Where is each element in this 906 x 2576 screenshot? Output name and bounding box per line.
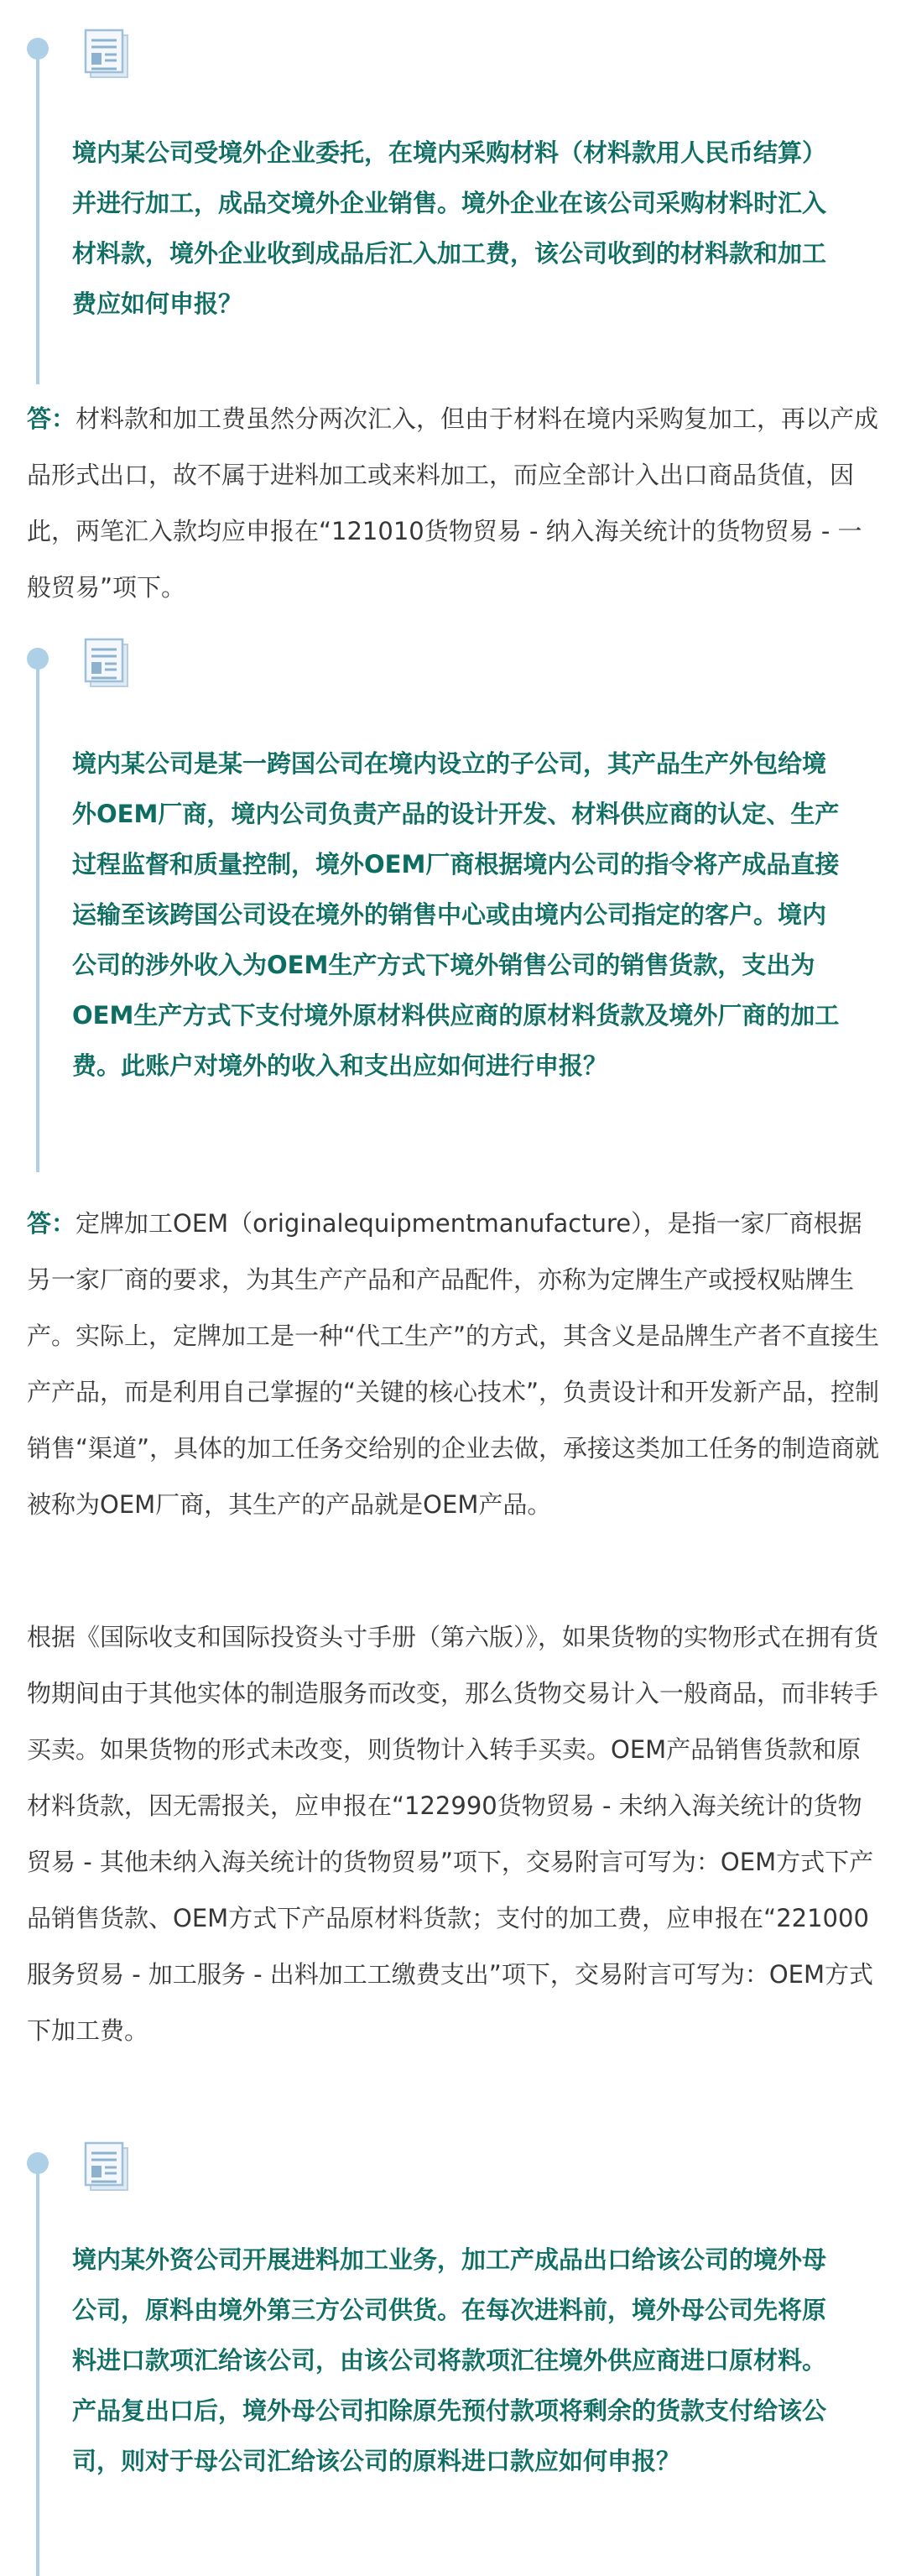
timeline-line bbox=[36, 49, 39, 384]
question-3: 境内某外资公司开展进料加工业务，加工产成品出口给该公司的境外母公司，原料由境外第三方公司供货。在每次进料前，境外母公司先将原料进口款项汇给该公司，由该公司将款项汇往境外供应商进口原材料。产品复出口后，境外母公司扣除原先预付款项将剩余的货款支付给该公司，则对于母公司汇给该公司的原料进口款应如何申报？ bbox=[72, 2245, 827, 2475]
answer-2-text: 定牌加工OEM（originalequipmentmanufacture），是指一家厂商根据另一家厂商的要求，为其生产产品和产品配件，亦称为定牌生产或授权贴牌生产。实际上，定牌加工是一种“代工生产”的方式，其含义是品牌生产者不直接生产产品，而是利用自己掌握的“关键的核心技术”，负责设计和开发新产品，控制销售“渠道”，具体的加工任务交给别的企业去做，承接这类加工任务的制造商就被称为OEM厂商，其生产的产品就是OEM产品。 bbox=[27, 1209, 880, 1519]
timeline-dot bbox=[27, 38, 49, 60]
document-icon bbox=[82, 2140, 133, 2193]
answer-1-text: 材料款和加工费虽然分两次汇入，但由于材料在境内采购复加工，再以产成品形式出口，故不属于进料加工或来料加工，而应全部计入出口商品货值，因此，两笔汇入款均应申报在“121010货物贸易 - 纳入海关统计的货物贸易 - 一般贸易”项下。 bbox=[27, 404, 879, 602]
answer-label: 答： bbox=[27, 1209, 76, 1238]
answer-label: 答： bbox=[27, 404, 76, 433]
question-1: 境内某公司受境外企业委托，在境内采购材料（材料款用人民币结算）并进行加工，成品交境外企业销售。境外企业在该公司采购材料时汇入材料款，境外企业收到成品后汇入加工费，该公司收到的材料款和加工费应如何申报？ bbox=[72, 138, 827, 318]
question-2: 境内某公司是某一跨国公司在境内设立的子公司，其产品生产外包给境外OEM厂商，境内公司负责产品的设计开发、材料供应商的认定、生产过程监督和质量控制，境外OEM厂商根据境内公司的指令将产成品直接运输至该跨国公司设在境外的销售中心或由境内公司指定的客户。境内公司的涉外收入为OEM生产方式下境外销售公司的销售货款，支出为OEM生产方式下支付境外原材料供应商的原材料货款及境外厂商的加工费。此账户对境外的收入和支出应如何进行申报？ bbox=[72, 749, 840, 1080]
timeline-dot bbox=[27, 2152, 49, 2174]
timeline-line bbox=[36, 2173, 39, 2576]
answer-2-continued: 根据《国际收支和国际投资头寸手册（第六版）》，如果货物的实物形式在拥有货物期间由于其他实体的制造服务而改变，那么货物交易计入一般商品，而非转手买卖。如果货物的形式未改变，则货物计入转手买卖。OEM产品销售货款和原材料货款，因无需报关，应申报在“122990货物贸易 - 未纳入海关统计的货物贸易 - 其他未纳入海关统计的货物贸易”项下，交易附言可写为：OEM方式下产品销售货款、OEM方式下产品原材料货款；支付的加工费，应申报在“221000服务贸易 - 加工服务 - 出料加工工缴费支出”项下，交易附言可写为：OEM方式下加工费。 bbox=[27, 1623, 879, 2045]
answer-2 bbox=[27, 1196, 883, 1533]
document-icon bbox=[82, 636, 133, 690]
timeline-line bbox=[36, 669, 39, 1172]
answer-1 bbox=[27, 391, 883, 616]
document-icon bbox=[82, 27, 133, 81]
timeline-dot bbox=[27, 648, 49, 670]
